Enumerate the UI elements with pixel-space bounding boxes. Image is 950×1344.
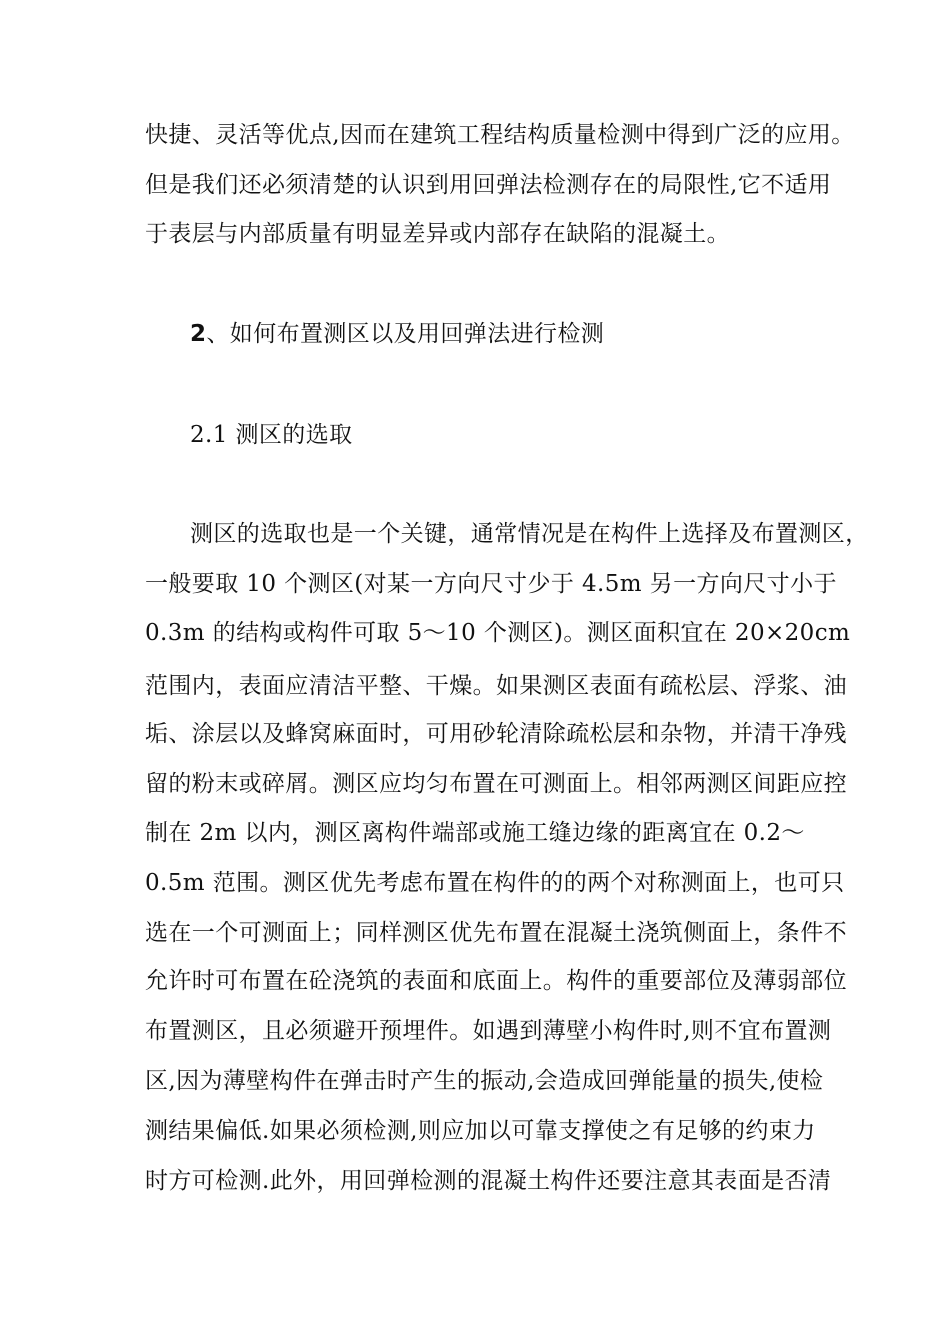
body-line: 制在 2m 以内，测区离构件端部或施工缝边缘的距离宜在 0.2～	[145, 820, 805, 846]
intro-line: 于表层与内部质量有明显差异或内部存在缺陷的混凝土。	[145, 221, 730, 247]
section-heading-2	[190, 319, 825, 349]
body-line: 允许时可布置在砼浇筑的表面和底面上。构件的重要部位及薄弱部位	[145, 968, 847, 994]
body-line: 0.5m 范围。测区优先考虑布置在构件的的两个对称测面上，也可只	[145, 870, 845, 896]
body-line: 0.3m 的结构或构件可取 5～10 个测区)。测区面积宜在 20×20cm	[145, 620, 851, 646]
body-line: 范围内，表面应清洁平整、干燥。如果测区表面有疏松层、浮浆、油	[145, 673, 847, 699]
body-line: 布置测区，且必须避开预埋件。如遇到薄壁小构件时,则不宜布置测	[145, 1018, 832, 1044]
intro-line: 快捷、灵活等优点,因而在建筑工程结构质量检测中得到广泛的应用。	[145, 122, 855, 148]
body-line: 区,因为薄壁构件在弹击时产生的振动,会造成回弹能量的损失,使检	[145, 1068, 824, 1094]
section-title: 、如何布置测区以及用回弹法进行检测	[206, 321, 605, 347]
subsection-heading-2-1: 2.1 测区的选取	[190, 422, 353, 448]
body-line: 一般要取 10 个测区(对某一方向尺寸少于 4.5m 另一方向尺寸小于	[145, 571, 837, 597]
body-line: 测结果偏低.如果必须检测,则应加以可靠支撑使之有足够的约束力	[145, 1118, 816, 1144]
body-line: 测区的选取也是一个关键，通常情况是在构件上选择及布置测区，	[190, 521, 869, 547]
body-line: 选在一个可测面上；同样测区优先布置在混凝土浇筑侧面上，条件不	[145, 920, 847, 946]
body-line: 时方可检测.此外，用回弹检测的混凝土构件还要注意其表面是否清	[145, 1168, 832, 1194]
body-line: 垢、涂层以及蜂窝麻面时，可用砂轮清除疏松层和杂物，并清干净残	[145, 721, 847, 747]
intro-line: 但是我们还必须清楚的认识到用回弹法检测存在的局限性,它不适用	[145, 172, 832, 198]
body-line: 留的粉末或碎屑。测区应均匀布置在可测面上。相邻两测区间距应控	[145, 771, 847, 797]
section-number: 2	[190, 321, 207, 347]
